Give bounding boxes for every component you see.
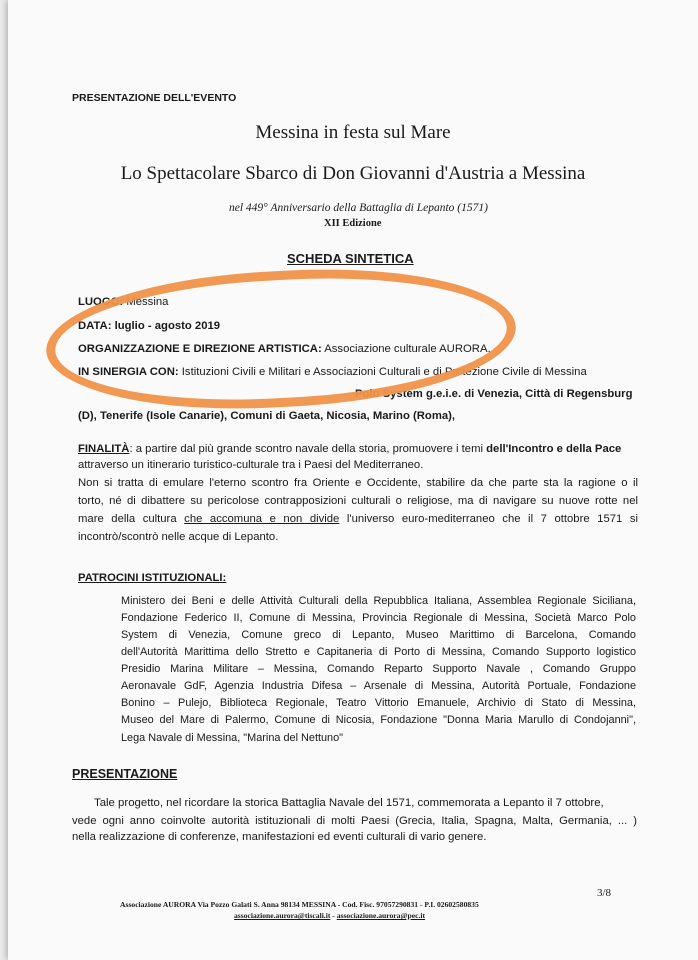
partner-line-1: Polo System g.e.i.e. di Venezia, Città di Regensburg — [355, 388, 633, 400]
finalita-text-5c: l'universo euro-mediterraneo che il 7 ottobre 1571 si — [346, 513, 639, 525]
finalita-text-5a: mare della cultura — [78, 513, 177, 525]
finalita-line-4: torto, né di dibattere su pericolose contrapposizioni culturali o religiose, ma di navigare su nuove rotte nel — [78, 495, 638, 507]
footer-emails — [234, 911, 425, 920]
footer-email-1[interactable]: associazione.aurora@tiscali.it — [234, 911, 331, 920]
sinergia-value: Istituzioni Civili e Militari e Associazioni Culturali e di Protezione Civile di Messina — [181, 366, 587, 378]
patrocini-label: PATROCINI ISTITUZIONALI: — [78, 572, 227, 584]
patrocini-line: Presidio Marina Militare – Messina, Comando Reparto Supporto Navale , Comando Gruppo — [121, 663, 636, 675]
footer-separator: - — [332, 911, 335, 920]
patrocini-line: Bonino – Pulejo, Biblioteca Regionale, Teatro Vittorio Emanuele, Archivio di Stato di Messina, — [121, 697, 636, 709]
data-line: DATA: luglio - agosto 2019 — [78, 320, 221, 332]
presentazione-line-2: vede ogni anno coinvolte autorità istituzionali di molti Paesi (Grecia, Italia, Spagna, Malta, Germania, ... ) — [72, 815, 637, 827]
org-value: Associazione culturale AURORA, — [324, 343, 491, 355]
luogo-value: Messina — [126, 296, 169, 308]
finalita-text-5b: che accomuna e non divide — [184, 513, 340, 525]
anniversary-line: nel 449° Anniversario della Battaglia di Lepanto (1571) — [229, 202, 488, 214]
document-title: Messina in festa sul Mare — [255, 122, 451, 143]
document-subtitle: Lo Spettacolare Sbarco di Don Giovanni d'Austria a Messina — [120, 163, 586, 184]
org-label: ORGANIZZAZIONE E DIREZIONE ARTISTICA: — [78, 343, 322, 355]
footer-address: Associazione AURORA Via Pozzo Galati S. Anna 98134 MESSINA - Cod. Fisc. 97057290831 - P.I. 02602580835 — [120, 900, 479, 909]
patrocini-line: System di Venezia, Comune greco di Lepanto, Museo Marittimo di Barcelona, Comando — [121, 629, 636, 641]
patrocini-line: Fondazione Federico II, Comune di Messina, Provincia Regionale di Messina, Società Marco Polo — [121, 612, 636, 624]
finalita-line-1 — [78, 442, 638, 457]
section-header: PRESENTAZIONE DELL'EVENTO — [72, 92, 237, 104]
page-number: 3/8 — [597, 887, 612, 899]
partner-line-2: (D), Tenerife (Isole Canarie), Comuni di Gaeta, Nicosia, Marino (Roma), — [78, 410, 456, 422]
luogo-label: LUOGO: — [78, 296, 124, 308]
patrocini-line: Museo del Mare di Palermo, Comune di Nicosia, Fondazione "Donna Maria Marullo di Condojanni", — [121, 714, 636, 726]
finalita-label: FINALITÀ — [78, 443, 130, 455]
sinergia-label: IN SINERGIA CON: — [78, 366, 179, 378]
finalita-text-1b: dell'Incontro e della Pace — [486, 443, 622, 455]
edition-line: XII Edizione — [324, 218, 382, 229]
finalita-line-3: Non si tratta di emulare l'eterno scontro fra Oriente e Occidente, stabilire da che parte sta la ragione o il — [78, 477, 638, 489]
patrocini-line: dell'Autorità Marittima dello Stretto e Capitaneria di Porto di Messina, Comando Supporto logistico — [121, 646, 636, 658]
finalita-text-1a: : a partire dal più grande scontro navale della storia, promuovere i temi — [129, 443, 483, 455]
finalita-line-6: incontrò/scontrò nelle acque di Lepanto. — [78, 531, 279, 543]
presentazione-label: PRESENTAZIONE — [72, 767, 178, 781]
finalita-line-5 — [78, 512, 638, 527]
footer-email-2[interactable]: associazione.aurora@pec.it — [336, 911, 426, 920]
sinergia-line — [78, 366, 587, 378]
patrocini-line: Ministero dei Beni e delle Attività Culturali della Repubblica Italiana, Assemblea Regionale Siciliana, — [121, 595, 636, 607]
presentazione-line-3: nella realizzazione di conferenze, manifestazioni ed eventi culturali di vario genere. — [72, 831, 487, 843]
presentazione-line-1: Tale progetto, nel ricordare la storica Battaglia Navale del 1571, commemorata a Lepanto il 7 ottobre, — [94, 797, 604, 809]
scheda-title: SCHEDA SINTETICA — [287, 251, 414, 266]
patrocini-line: Aeronavale GdF, Agenzia Industria Difesa – Arsenale di Messina, Autorità Portuale, Fondazione — [121, 680, 636, 692]
luogo-line — [78, 296, 168, 308]
finalita-line-2: attraverso un itinerario turistico-culturale tra i Paesi del Mediterraneo. — [78, 459, 424, 471]
org-line — [78, 343, 491, 355]
patrocini-line: Lega Navale di Messina, "Marina del Nettuno" — [121, 732, 344, 744]
document-page — [8, 0, 698, 960]
